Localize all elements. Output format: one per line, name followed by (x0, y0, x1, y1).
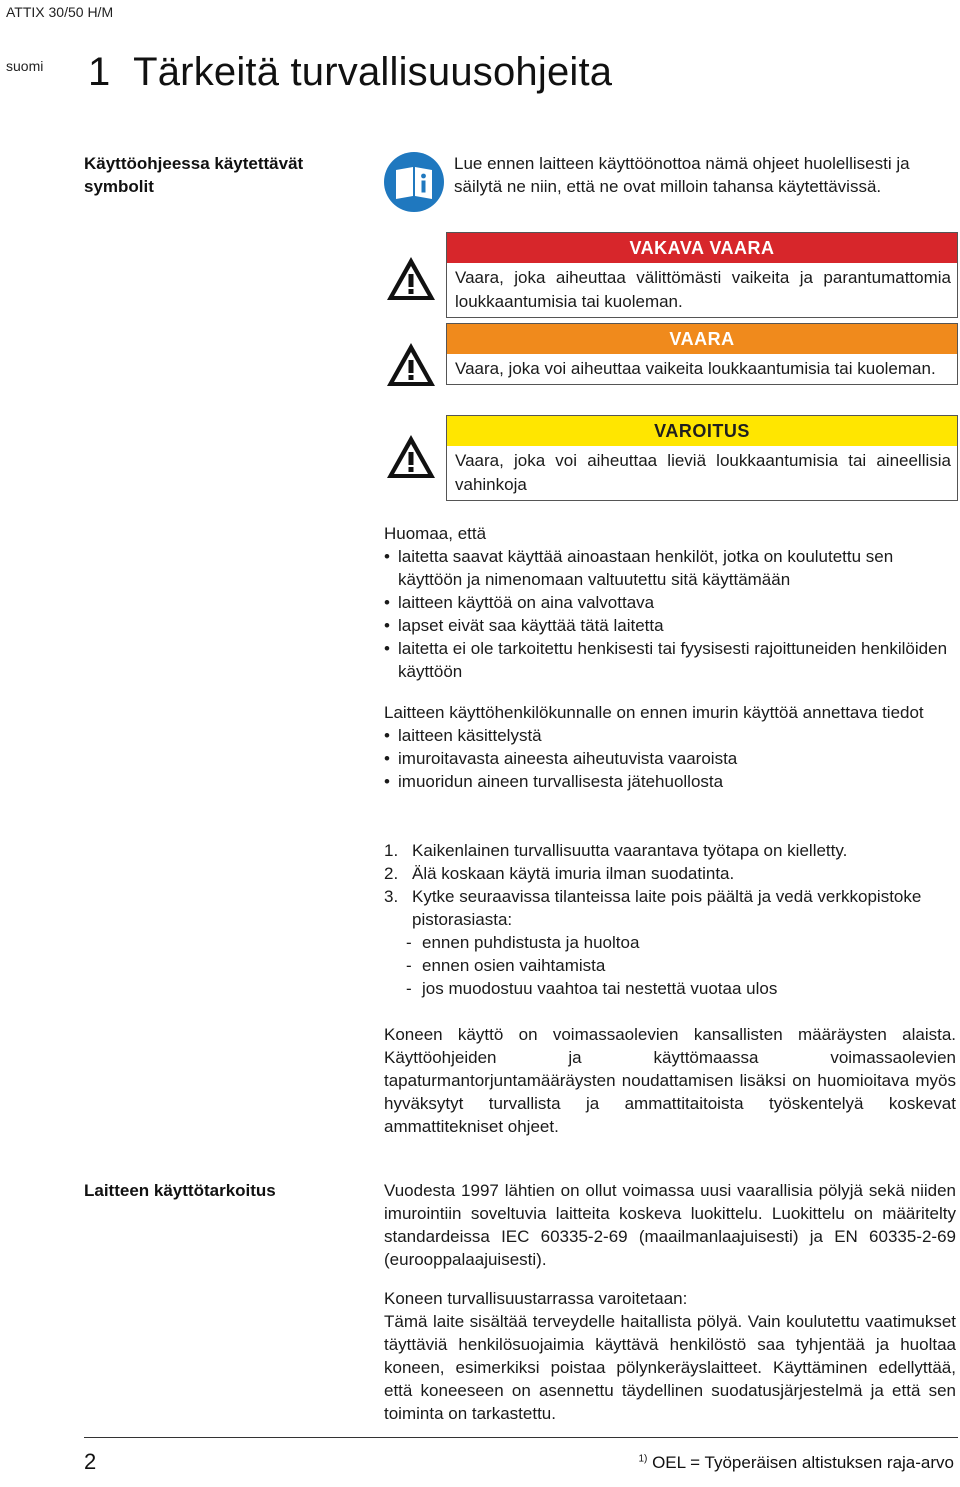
rule-number: 2. (384, 864, 399, 883)
rule3-sublist (384, 931, 956, 1000)
hazard-label-caution: VAROITUS (447, 416, 957, 446)
list-item: • laitteen käyttöä on aina valvottava (384, 591, 956, 614)
list-item (384, 885, 956, 931)
hazard-text-caution: Vaara, joka voi aiheuttaa lieviä loukkaantumisia tai aineellisia vahinkoja (455, 451, 951, 494)
warning-triangle-icon (384, 340, 438, 390)
regulations-paragraph: Koneen käyttö on voimassaolevien kansallisten määräysten alaista. Käyttöohjeiden ja käyttömaassa voimassaolevien tapaturmantorjuntamääräysten noudattamisen lisäksi on huomioitava myös hyväksytyt turvallista ja ammattitaitoista työskentelyä koskevat ammattitekniset ohjeet. (384, 1025, 956, 1136)
list-item (384, 839, 956, 862)
hazard-label-danger: VAARA (447, 324, 957, 354)
language-label: suomi (6, 58, 44, 74)
rule-number: 1. (384, 841, 399, 860)
rule-text: Kaikenlainen turvallisuutta vaarantava työtapa on kielletty. (412, 841, 848, 860)
list-item (384, 862, 956, 885)
footnote-text: OEL = Työperäisen altistuksen raja-arvo (652, 1453, 954, 1472)
operators-list (384, 724, 956, 793)
footnote (638, 1453, 954, 1473)
rule-text: Kytke seuraavissa tilanteissa laite pois päältä ja vedä verkkopistoke pistorasiasta: (412, 887, 922, 929)
info-notice-text: Lue ennen laitteen käyttöönottoa nämä ohjeet huolellisesti ja säilytä ne niin, että ne ovat milloin tahansa käytettävissä. (454, 154, 910, 196)
warning-triangle-icon (384, 432, 438, 482)
list-item: - jos muodostuu vaahtoa tai nestettä vuotaa ulos (406, 977, 956, 1000)
list-item: • laitteen käsittelystä (384, 724, 956, 747)
hazard-label-severe: VAKAVA VAARA (447, 233, 957, 263)
chapter-number: 1 (88, 50, 111, 94)
note-block (384, 522, 956, 683)
chapter-title (88, 50, 612, 95)
product-header: ATTIX 30/50 H/M (6, 4, 114, 20)
list-item: • laitetta ei ole tarkoitettu henkisesti tai fyysisesti rajoittuneiden henkilöiden käyttöön (384, 637, 956, 683)
footer-divider (84, 1437, 958, 1438)
rules-block (384, 839, 956, 1000)
safety-label-text: Tämä laite sisältää terveydelle haitallista pölyä. Vain koulutettu vaatimukset täyttäviä henkilösuojaimia käyttävä henkilöstö saa tyhjentää ja huoltaa koneen, esimerkiksi poistaa pölynkeräyslaitteet. Käyttäminen edellyttää, että koneeseen on asennettu täydellinen suodatusjärjestelmä ja että sen toiminta on tarkastettu. (384, 1312, 956, 1423)
intended-use-paragraph-2 (384, 1287, 956, 1425)
rules-list (384, 839, 956, 931)
operators-block (384, 701, 956, 793)
manual-info-graphic (384, 152, 444, 212)
chapter-title-text: Tärkeitä turvallisuusohjeita (133, 50, 613, 94)
warning-triangle-icon (384, 254, 438, 304)
safety-label-heading: Koneen turvallisuustarrassa varoitetaan: (384, 1289, 688, 1308)
footnote-mark: 1) (638, 1453, 648, 1465)
note-list (384, 545, 956, 683)
hazard-box-danger (446, 323, 958, 385)
hazard-box-severe (446, 232, 958, 318)
operators-intro: Laitteen käyttöhenkilökunnalle on ennen imurin käyttöä annettava tiedot (384, 703, 924, 722)
rule-number: 3. (384, 887, 399, 906)
page-number: 2 (84, 1449, 97, 1474)
list-item: • laitetta saavat käyttää ainoastaan henkilöt, jotka on koulutettu sen käyttöön ja nimenomaan valtuutettu sitä käyttämään (384, 545, 956, 591)
list-item: - ennen osien vaihtamista (406, 954, 956, 977)
note-intro: Huomaa, että (384, 524, 487, 543)
list-item: - ennen puhdistusta ja huoltoa (406, 931, 956, 954)
list-item: • imuoridun aineen turvallisesta jätehuollosta (384, 770, 956, 793)
hazard-text-danger: Vaara, joka voi aiheuttaa vaikeita loukkaantumisia tai kuoleman. (455, 359, 936, 378)
intended-use-heading: Laitteen käyttötarkoitus (84, 1181, 276, 1200)
hazard-box-caution (446, 415, 958, 501)
symbols-section-heading: Käyttöohjeessa käytettävät symbolit (84, 154, 304, 196)
manual-info-icon (384, 152, 444, 212)
rule-text: Älä koskaan käytä imuria ilman suodatinta. (412, 864, 735, 883)
list-item: • imuroitavasta aineesta aiheutuvista vaaroista (384, 747, 956, 770)
list-item: • lapset eivät saa käyttää tätä laitetta (384, 614, 956, 637)
intended-use-paragraph-1: Vuodesta 1997 lähtien on ollut voimassa uusi vaarallisia pölyjä sekä niiden imurointiin soveltuvia laitteita koskeva luokittelu. Luokittelu on määritelty standardeissa IEC 60335-2-69 (maailmanlaajuisesti) ja EN 60335-2-69 (eurooppalaajuisesti). (384, 1181, 956, 1269)
hazard-text-severe: Vaara, joka aiheuttaa välittömästi vaikeita ja parantumattomia loukkaantumisia tai kuoleman. (455, 268, 951, 311)
